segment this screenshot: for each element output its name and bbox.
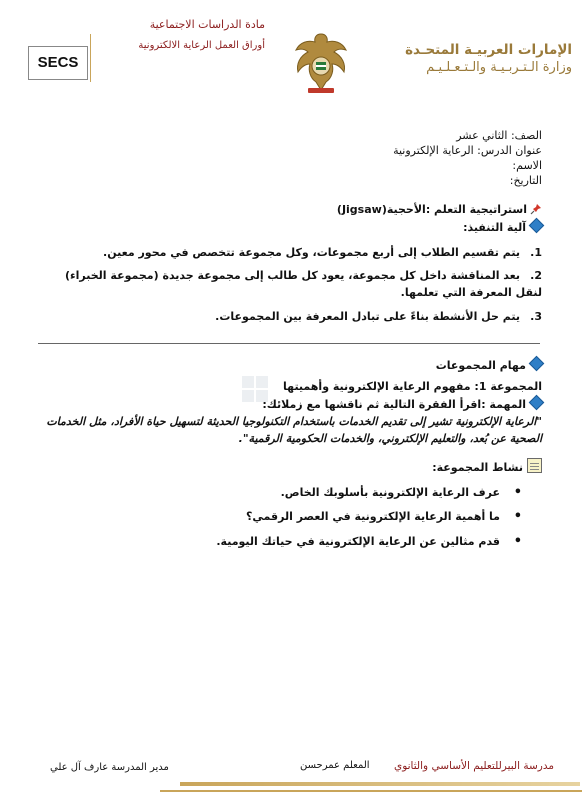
footer-gold-band — [180, 782, 580, 786]
uae-emblem-icon — [290, 30, 352, 96]
school-name: مدرسة البيرللتعليم الأساسي والثانوي — [393, 760, 554, 772]
step-item — [62, 267, 542, 301]
student-info — [62, 128, 542, 188]
header-left — [20, 10, 265, 84]
footer-gold-line — [160, 790, 582, 792]
bullet-text: • قدم مثالين عن الرعاية الإلكترونية في حياتك اليومية. — [102, 535, 522, 548]
secs-logo: SECS — [28, 46, 88, 80]
name-line: الاسم: — [512, 159, 542, 172]
ministry-line2: وزارة الـتـربـيـة والـتـعـلـيـم — [426, 60, 572, 75]
step-text: بعد المناقشة داخل كل مجموعة، يعود كل طالب إلى مجموعة جديدة (مجموعة الخبراء) لنقل المعرفة التي تعلمها. — [64, 269, 542, 299]
section-divider — [38, 343, 540, 344]
step-text: يتم تقسيم الطلاب إلى أربع مجموعات، وكل مجموعة تتخصص في محور معين. — [103, 246, 520, 259]
groups-title: مهام المجموعات — [435, 359, 526, 372]
activity-line — [32, 458, 542, 476]
quote-paragraph: "الرعاية الإلكترونية تشير إلى تقديم الخدمات باستخدام التكنولوجيا الحديثة لتسهيل حياة الأفراد، مثل الخدمات الصحية عن بُعد، والتعليم الإلكتروني، والخدمات الحكومية الرقمية". — [46, 415, 542, 445]
bullet-text: • ما أهمية الرعاية الإلكترونية في العصر الرقمي؟ — [102, 510, 522, 523]
blue-diamond-icon — [529, 218, 545, 234]
lesson-title-line: عنوان الدرس: الرعاية الإلكترونية — [393, 144, 542, 157]
groups-heading — [32, 358, 542, 374]
step-text: يتم حل الأنشطة بناءً على تبادل المعرفة بين المجموعات. — [215, 310, 520, 323]
subject-title: مادة الدراسات الاجتماعية — [149, 18, 265, 31]
principal-name: مدير المدرسة عارف آل علي — [50, 762, 169, 773]
blue-diamond-icon — [529, 395, 545, 411]
step-number: 3. — [530, 310, 542, 323]
task-line — [32, 397, 542, 413]
bullet-text: • عرف الرعاية الإلكترونية بأسلوبك الخاص. — [102, 486, 522, 499]
header-divider — [90, 34, 91, 82]
step-item — [62, 308, 542, 325]
notepad-icon — [527, 458, 542, 473]
step-item — [62, 244, 542, 261]
mechanism-line — [42, 220, 542, 234]
teacher-name: المعلم عمرحسن — [300, 760, 370, 771]
blue-diamond-icon — [529, 356, 545, 372]
activity-bullet — [102, 535, 522, 548]
ministry-name — [372, 42, 572, 75]
worksheet-subtitle: أوراق العمل الرعاية الالكترونية — [138, 40, 265, 51]
activity-bullet — [102, 486, 522, 499]
ministry-line1: الإمارات العربيـة المتحـدة — [405, 42, 572, 58]
activity-bullet — [102, 510, 522, 523]
step-number: 1. — [530, 246, 542, 259]
pushpin-icon — [530, 203, 542, 215]
strategy-title: استراتيجية التعلم :الأحجية(Jigsaw) — [336, 203, 527, 216]
group1-title: المجموعة 1: مفهوم الرعاية الإلكترونية وأهميتها — [283, 380, 542, 393]
step-number: 2. — [530, 269, 542, 282]
grade-line: الصف: الثاني عشر — [456, 129, 542, 142]
activity-title: نشاط المجموعة: — [432, 461, 523, 474]
mechanism-title: آلية التنفيذ: — [463, 221, 526, 234]
strategy-line — [42, 203, 542, 216]
task-text: المهمة :اقرأ الفقرة التالية ثم ناقشها مع زملائك: — [262, 398, 526, 411]
date-line: التاريخ: — [509, 174, 542, 187]
